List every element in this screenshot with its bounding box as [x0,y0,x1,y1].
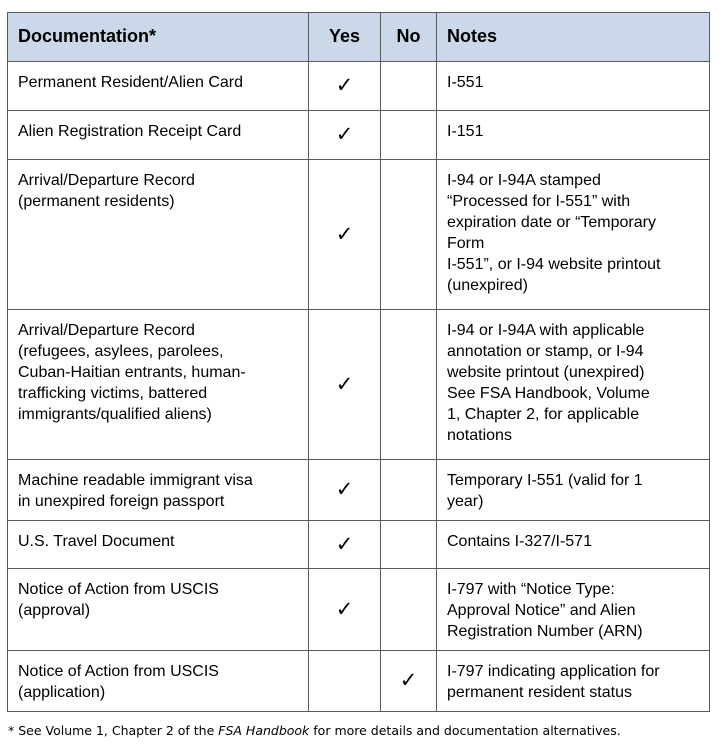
notes-text: I-94 or I-94A with applicable annotation or stamp, or I-94 website printout (unexpired) See FSA Handbook, Volume 1, Chapter 2, for applicable notations [447,322,650,444]
notes-text: Temporary I-551 (valid for 1 year) [447,472,643,510]
checkmark-icon: ✓ [335,477,354,501]
header-no: No [381,13,437,62]
table-body [8,62,710,712]
header-yes: Yes [309,13,381,62]
documentation-cell [8,651,309,712]
documentation-text: Machine readable immigrant visa in unexpired foreign passport [18,472,253,510]
documentation-text: Alien Registration Receipt Card [18,123,242,140]
checkmark-icon: ✓ [335,221,354,246]
checkmark-icon: ✓ [335,122,354,146]
checkmark-icon: ✓ [335,596,354,621]
documentation-cell [8,62,309,111]
notes-text: I-94 or I-94A stamped “Processed for I-551” with expiration date or “Temporary Form I-551”, or I-94 website printout (unexpired) [447,172,661,294]
checkmark-icon: ✓ [335,73,354,97]
notes-text: Contains I-327/I-571 [447,533,592,550]
yes-cell [309,111,381,160]
documentation-text: Notice of Action from USCIS (approval) [18,581,219,619]
documentation-text: U.S. Travel Document [18,533,175,550]
table-row [8,460,710,521]
table-row [8,62,710,111]
no-cell [381,521,437,569]
notes-cell [437,521,710,569]
documentation-cell [8,521,309,569]
documentation-cell [8,569,309,651]
no-cell [381,569,437,651]
yes-cell [309,569,381,651]
notes-cell [437,160,710,310]
yes-cell [309,460,381,521]
notes-text: I-551 [447,74,484,91]
header-notes: Notes [437,13,710,62]
yes-cell [309,651,381,712]
table-row [8,569,710,651]
no-cell [381,310,437,460]
notes-text: I-797 with “Notice Type: Approval Notice” and Alien Registration Number (ARN) [447,581,643,640]
no-cell [381,111,437,160]
notes-text: I-151 [447,123,484,140]
table-row [8,111,710,160]
notes-cell [437,62,710,111]
documentation-text: Arrival/Departure Record (permanent residents) [18,172,195,210]
notes-cell [437,651,710,712]
table-row [8,160,710,310]
footnote-italic: FSA Handbook [218,723,310,738]
checkmark-icon: ✓ [335,531,354,556]
documentation-table [7,12,710,712]
documentation-cell [8,160,309,310]
footnote [8,723,621,738]
notes-cell [437,460,710,521]
notes-cell [437,569,710,651]
header-documentation: Documentation* [8,13,309,62]
yes-cell [309,521,381,569]
table-row [8,651,710,712]
footnote-prefix: * See Volume 1, Chapter 2 of the [8,723,219,738]
checkmark-icon: ✓ [399,668,418,692]
header-row [8,13,710,62]
table-row [8,521,710,569]
table-row [8,310,710,460]
yes-cell [309,62,381,111]
no-cell [381,651,437,712]
no-cell [381,62,437,111]
yes-cell [309,310,381,460]
documentation-cell [8,111,309,160]
documentation-cell [8,460,309,521]
footnote-suffix: for more details and documentation alternatives. [309,723,621,738]
table-header [8,13,710,62]
yes-cell [309,160,381,310]
no-cell [381,160,437,310]
notes-text: I-797 indicating application for permanent resident status [447,663,660,701]
no-cell [381,460,437,521]
documentation-text: Arrival/Departure Record (refugees, asylees, parolees, Cuban-Haitian entrants, human- trafficking victims, battered immigrants/qualified aliens) [18,322,246,423]
documentation-cell [8,310,309,460]
notes-cell [437,310,710,460]
notes-cell [437,111,710,160]
documentation-text: Permanent Resident/Alien Card [18,74,244,91]
documentation-text: Notice of Action from USCIS (application) [18,663,219,701]
checkmark-icon: ✓ [335,371,354,396]
